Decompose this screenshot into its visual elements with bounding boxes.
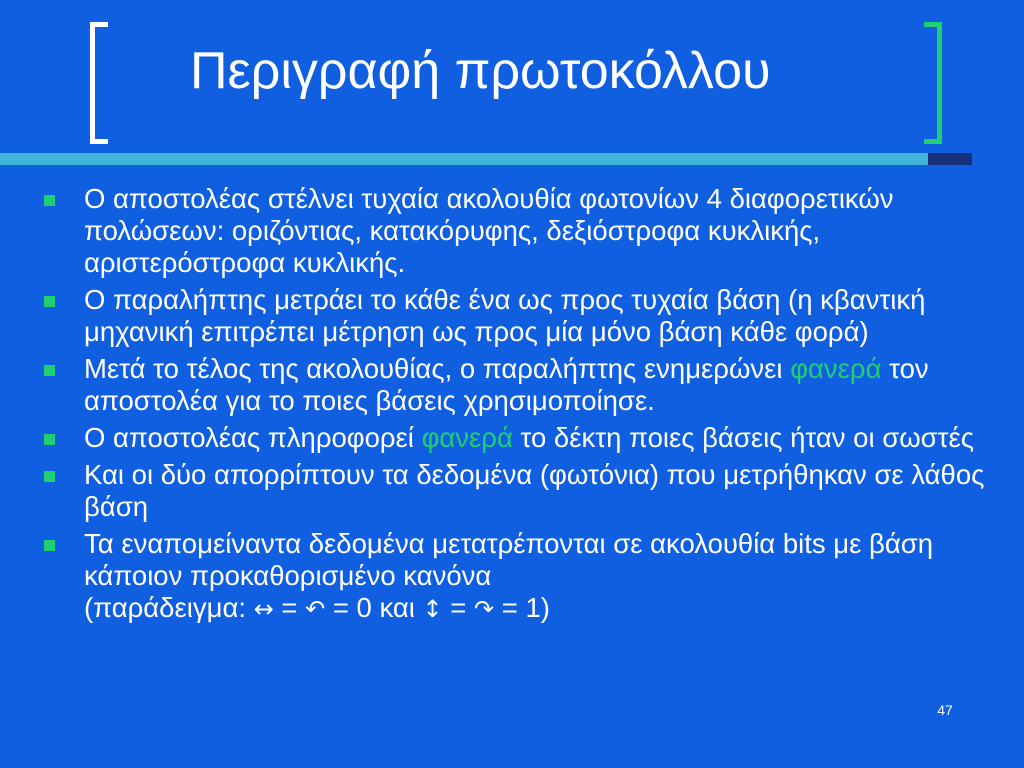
bullet-text: Ο παραλήπτης μετράει το κάθε ένα ως προς τυχαία βάση (η κβαντική μηχανική επιτρέπει μέτρηση ως προς μία μόνο βάση κάθε φορά) xyxy=(84,284,926,347)
bullet-text-start: Ο αποστολέας πληροφορεί xyxy=(84,422,422,453)
clockwise-arrow-icon: ↷ xyxy=(474,595,495,623)
page-number: 47 xyxy=(937,702,953,718)
bullet-item xyxy=(44,528,994,625)
bullet-square-icon xyxy=(44,296,55,307)
bullet-list xyxy=(44,183,994,630)
example-equals: = xyxy=(442,592,474,623)
example-open: (παράδειγμα: xyxy=(84,592,254,623)
vertical-arrow-icon: ↕ xyxy=(422,595,443,623)
bullet-text: Και οι δύο απορρίπτουν τα δεδομένα (φωτόνια) που μετρήθηκαν σε λάθος βάση xyxy=(84,459,985,522)
bullet-text: Ο αποστολέας στέλνει τυχαία ακολουθία φωτονίων 4 διαφορετικών πολώσεων: οριζόντιας, κατακόρυφης, δεξιόστροφα κυκλικής, αριστερόστροφα κυκλικής. xyxy=(84,183,894,278)
highlight-word: φανερά xyxy=(790,353,882,384)
example-zero: = 0 και xyxy=(325,592,423,623)
bullet-item xyxy=(44,183,994,279)
bullet-text: Τα εναπομείναντα δεδομένα μετατρέπονται σε ακολουθία bits με βάση κάποιον προκαθορισμένο κανόνα xyxy=(84,528,934,591)
bullet-text-end: το δέκτη ποιες βάσεις ήταν οι σωστές xyxy=(512,422,975,453)
right-bracket-decoration xyxy=(924,22,942,144)
bullet-square-icon xyxy=(44,195,55,206)
bullet-text-start: Μετά το τέλος της ακολουθίας, ο παραλήπτης ενημερώνει xyxy=(84,353,791,384)
example-equals: = xyxy=(273,592,306,623)
bullet-square-icon xyxy=(44,471,55,482)
title-underline xyxy=(0,153,928,165)
left-bracket-decoration xyxy=(90,22,108,144)
bullet-square-icon xyxy=(44,540,55,551)
highlight-word: φανερά xyxy=(421,422,513,453)
counterclockwise-arrow-icon: ↶ xyxy=(305,595,326,623)
example-one: = 1) xyxy=(494,592,550,623)
bullet-text-end: τον αποστολέα για το ποιες βάσεις χρησιμοποίησε. xyxy=(84,353,929,416)
slide-title: Περιγραφή πρωτοκόλλου xyxy=(190,42,771,100)
bullet-square-icon xyxy=(44,365,55,376)
bullet-item xyxy=(44,459,994,523)
bullet-item xyxy=(44,353,994,417)
horizontal-arrow-icon: ↔ xyxy=(253,595,274,623)
bullet-item xyxy=(44,422,994,454)
bullet-item xyxy=(44,284,994,348)
title-underline-end xyxy=(928,153,972,165)
bullet-square-icon xyxy=(44,434,55,445)
